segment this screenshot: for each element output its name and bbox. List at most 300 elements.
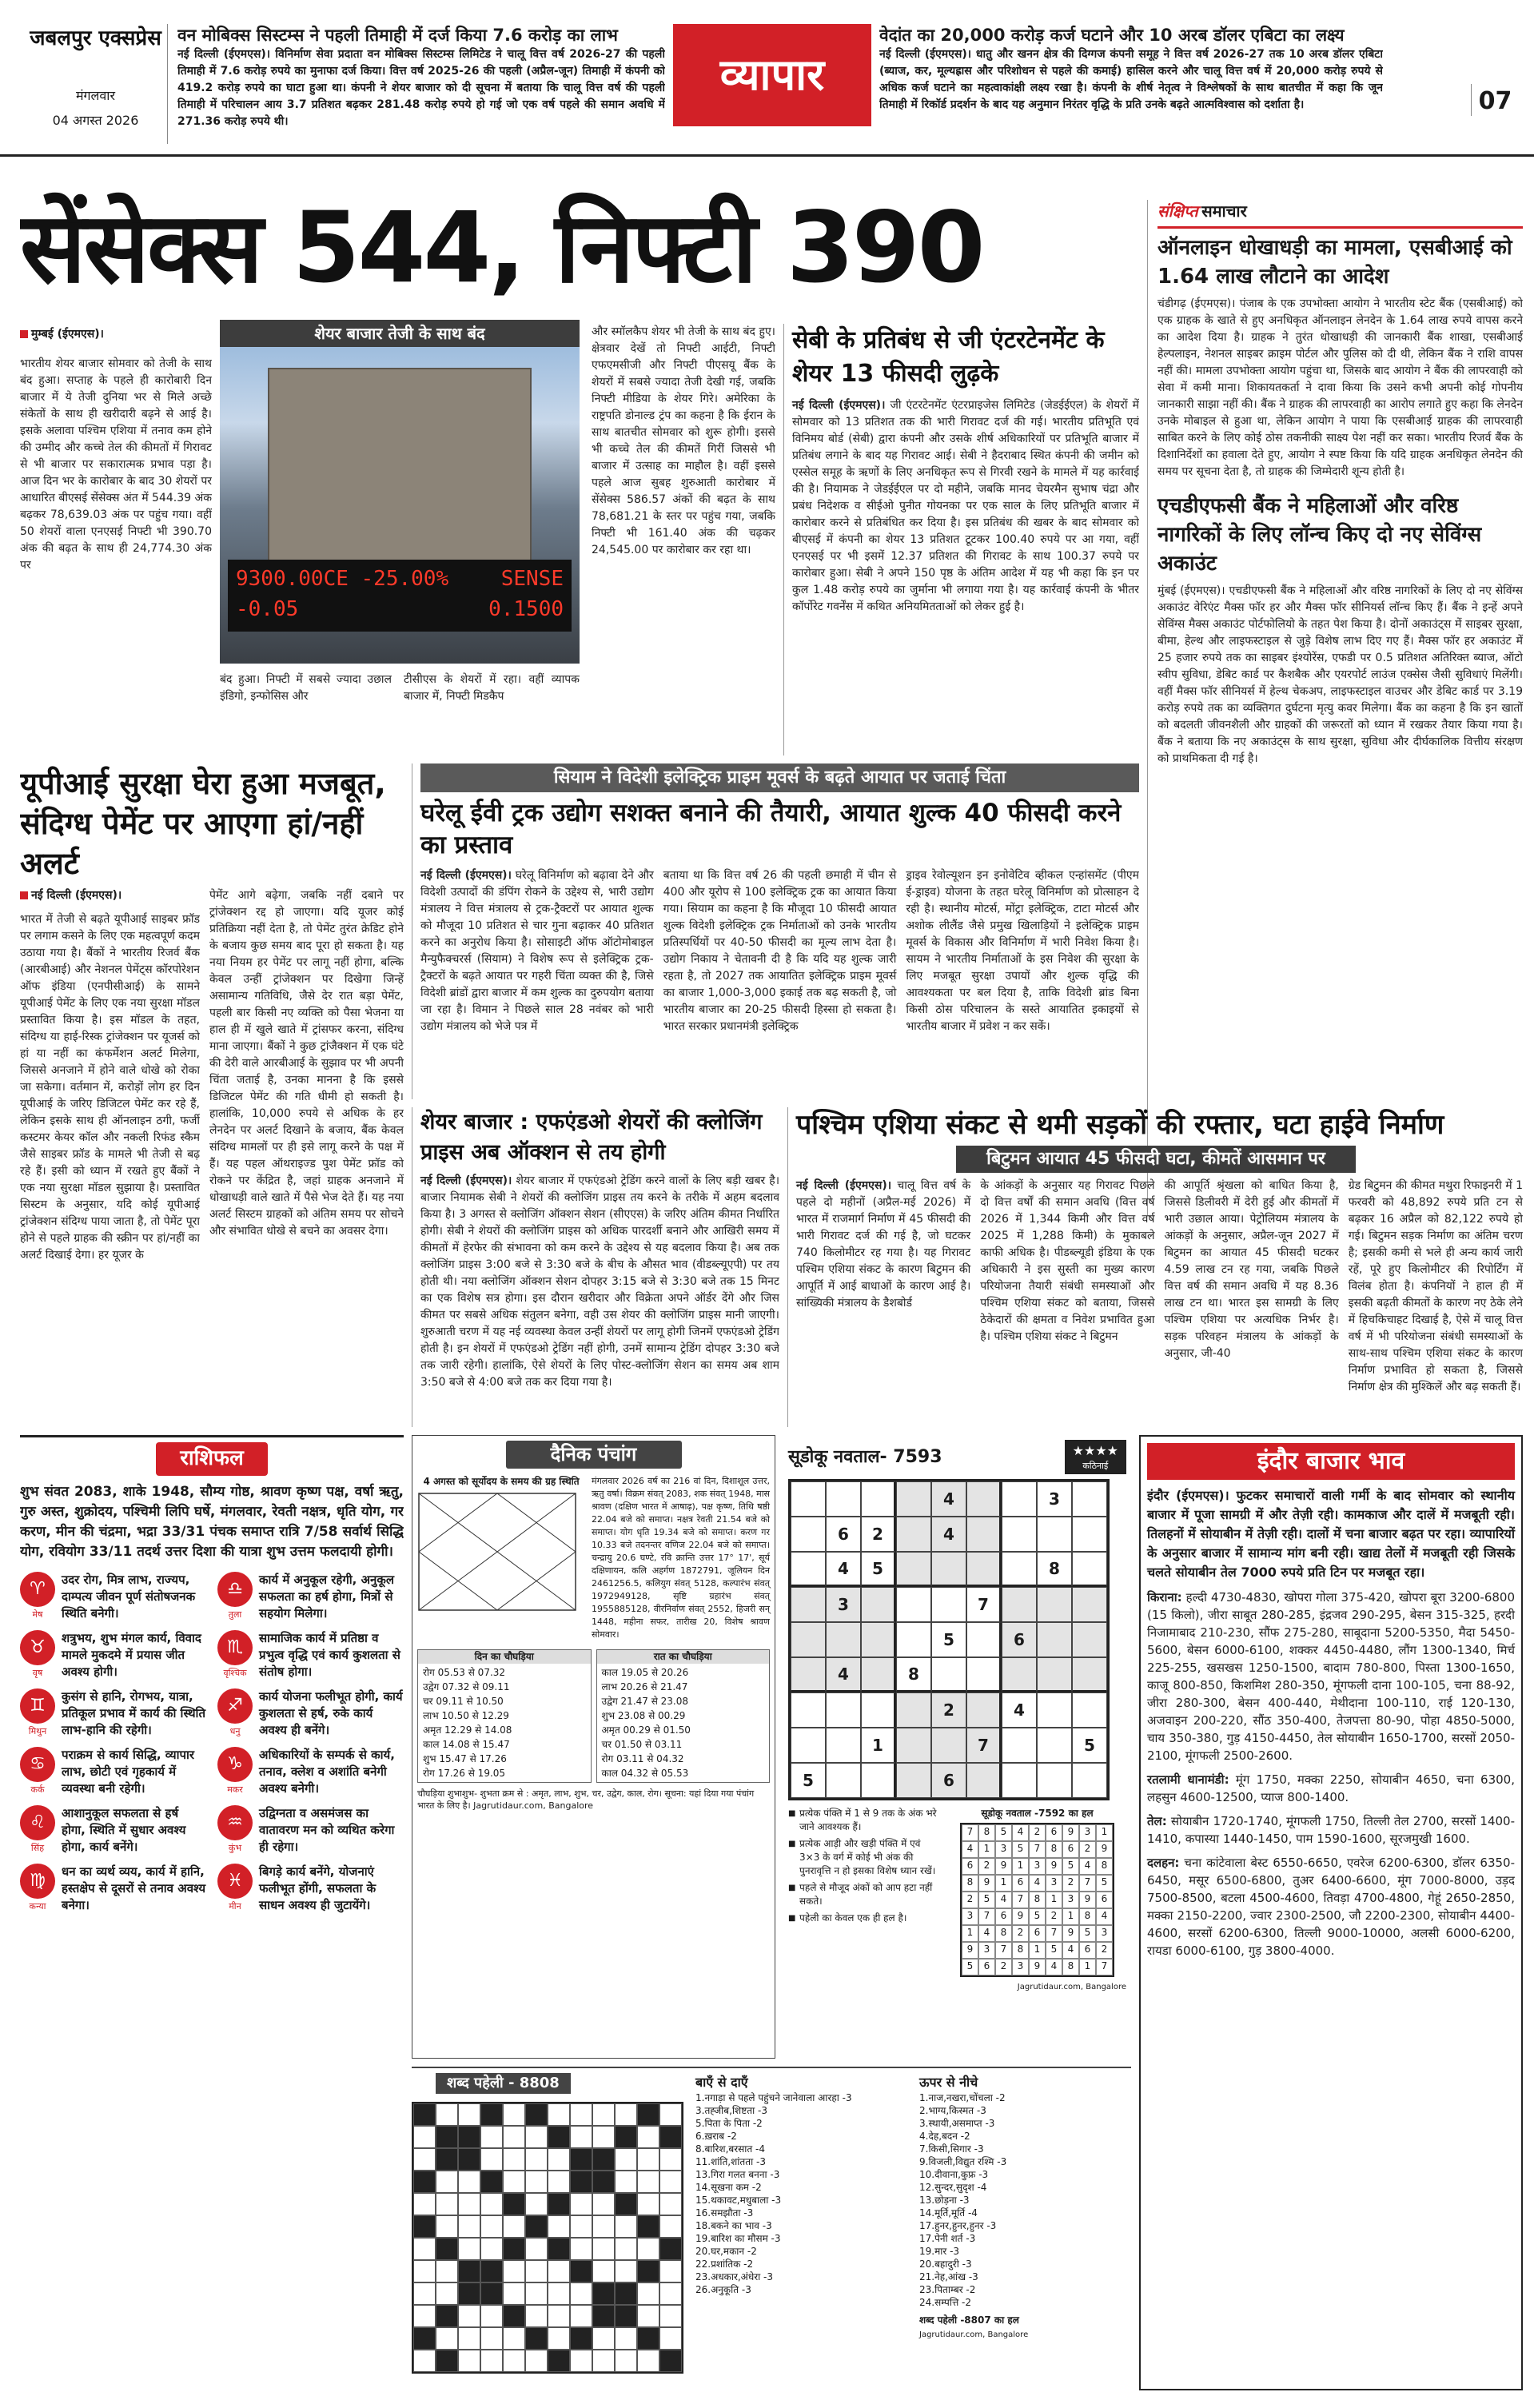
crossword-cell[interactable] (480, 2305, 503, 2327)
sudoku-cell[interactable] (1037, 1728, 1072, 1763)
crossword-cell[interactable] (503, 2103, 525, 2126)
westasia-col2: के आंकड़ों के अनुसार यह गिरावट पिछले दो वित्त वर्षों की समान अवधि (वित्त वर्ष 2026 में 1,344 किमी और वित्त वर्ष 2025 में 1,288 किमी) के मुकाबले काफी अधिक है। पीडब्ल्यूडी इंडिया के एक अधिकारी ने इस सुस्ती का मुख्य कारण परियोजना तैयारी संबंधी समस्याओं और पश्चिम एशिया संकट को बताया, जिससे ठेकेदारों की क्षमता व निवेश प्रभावित हुआ है। पश्चिम एशिया संकट ने बिटुमन (980, 1179, 1155, 1343)
ev-col3: ड्राइव रेवोल्यूशन इन इनोवेटिव व्हीकल एन्हांसमेंट (पीएम ई-ड्राइव) योजना के तहत घरेलू विनिर्माण को प्रोत्साहन दे रही है। स्थानीय मोटर्स, मोंट्रा इलेक्ट्रिक, टाटा मोटर्स और अशोक लीलैंड जैसे प्रमुख खिलाड़ियों ने इलेक्ट्रिक प्राइम मूवर्स के विकास और विनिर्माण में भारी निवेश किया है। सायम ने भारतीय निर्माताओं के इस निवेश की सुरक्षा के लिए मजबूत सुरक्षा उपायों और शुल्क वृद्धि की आवश्यकता पर बल दिया है, ताकि विदेशी ब्रांड बिना किसी ठोस परिचालन के सस्ते आयातित इकाइयों से भारतीय बाजार में प्रवेश न कर सकें। (906, 869, 1139, 1033)
sudoku-cell[interactable] (1072, 1481, 1107, 1517)
sudoku-solution-cell: 5 (978, 1892, 995, 1908)
crossword-clue: 19.मार -3 (919, 2246, 960, 2258)
sudoku-cell[interactable]: 4 (826, 1657, 861, 1692)
crossword-cell[interactable] (413, 2126, 436, 2148)
crossword-cell[interactable] (413, 2305, 436, 2327)
crossword-cell[interactable] (592, 2238, 615, 2260)
sudoku-cell[interactable]: 4 (931, 1481, 966, 1517)
sudoku-solution-cell: 3 (1096, 1925, 1113, 1942)
sudoku-solution-cell: 1 (995, 1875, 1012, 1892)
lead-photo (220, 320, 580, 664)
sudoku-cell[interactable] (1072, 1622, 1107, 1657)
sudoku-solution-cell: 7 (1046, 1925, 1062, 1942)
rashifal-intro: शुभ संवत 2083, शाके 1948, सौम्य गोष्ठ, श्रावण कृष्ण पक्ष, वर्षा ऋतु, गुरु अस्त, शुक्रोदय, पश्चिमी लिपि घर्षे, मंगलवार, रेवती नक्षत्र, धृति योग, गर करण, मीन की चंद्रमा, भद्रा 33/31 पंचक समाप्त रात्रि 7/58 सर्वार्थ सिद्धि योग, रवियोग 33/11 तदर्थ उत्तर दिशा की यात्रा शुभ उत्तम फलदायी होगी। (20, 1483, 404, 1560)
crossword-cell[interactable] (615, 2171, 637, 2193)
crossword-cell[interactable] (570, 2126, 592, 2148)
sudoku-cell[interactable] (791, 1692, 826, 1728)
sudoku-cell[interactable]: 3 (1037, 1481, 1072, 1517)
crossword-cell (637, 2260, 659, 2282)
right-teaser-text: नई दिल्ली (ईएमएस)। धातु और खनन क्षेत्र की दिग्गज कंपनी समूह ने वित्त वर्ष 2026-27 तक 10 अरब डॉलर एबिटा (ब्याज, कर, मूल्यह्रास और परिशोधन से पहले की कमाई) हासिल करने और चालू वित्त वर्ष में 20,000 करोड़ रुपये से अधिक कर्ज घटाने का महत्वाकांक्षी लक्ष्य रखा है। कंपनी के शीर्ष नेतृत्व ने विश्लेषकों के साथ बातचीत में कहा कि जून तिमाही में रिकॉर्ड प्रदर्शन के बाद यह अनुमान निरंतर वृद्धि के प्रति उनके बढ़ते आत्मविश्वास को दर्शाता है। (879, 48, 1383, 111)
sudoku-solution-cell: 1 (978, 1841, 995, 1858)
panchang-footer: चौघड़िया शुभाशुभ- शुभता क्रम से : अमृत, लाभ, शुभ, चर, उद्वेग, काल, रोग। सूचना: यहां दिया गया पंचांग भारत के लिए है। Jagrutidaur.com, Bangalore (417, 1788, 755, 1812)
sudoku-cell[interactable] (931, 1552, 966, 1587)
sebi-body: जी एंटरटेनमेंट एंटरप्राइजेस लिमिटेड (जेडईईएल) के शेयरों में सोमवार को 13 प्रतिशत तक की भारी गिरावट दर्ज की गई। भारतीय प्रतिभूति एवं विनिमय बोर्ड (सेबी) द्वारा कंपनी और उसके शीर्ष अधिकारियों पर प्रतिभूति बाजार में प्रतिबंध लगाने के बाद यह गिरावट आई। सेबी ने हैदराबाद स्थित कंपनी की जमीन को एस्सेल समूह के ऋणों के लिए अनधिकृत रूप से गिरवी रखने के मामले में यह कार्रवाई की है। नियामक ने जेडईईएल पर दो महीने, जबकि मानद चेयरमैन सुभाष चंद्रा और प्रबंध निदेशक व सीईओ पुनीत गोयनका पर एक साल के लिए प्रतिभूति बाजार में कारोबार करने से प्रतिबंधित कर दिया है। इस प्रतिबंध की खबर के बाद सोमवार को बीएसई में कंपनी का शेयर 13 प्रतिशत टूटकर 100.40 रुपये पर आ गया, वहीं एनएसई पर भी इसमें 12.37 प्रतिशत की गिरावट के साथ 100.37 रुपये पर कारोबार हुआ। सेबी ने अपने 150 पृष्ठ के अंतिम आदेश में यह भी कहा कि इन पर कुल 1.48 करोड़ रुपये का जुर्माना भी लगाया गया है। यह कार्रवाई कंपनी के भीतर कॉर्पोरेट गवर्नेंस में कथित अनियमितताओं को लेकर हुई है। (792, 399, 1139, 613)
crossword-cell[interactable] (436, 2193, 458, 2215)
sudoku-cell[interactable]: 6 (826, 1517, 861, 1552)
crossword-cell[interactable] (525, 2126, 548, 2148)
crossword-cell[interactable] (436, 2327, 458, 2350)
sudoku-cell[interactable]: 6 (931, 1763, 966, 1798)
sudoku-cell[interactable]: 4 (1002, 1692, 1037, 1728)
crossword-clue: 1.नाज,नखरा,चोंचला -2 (919, 2092, 1006, 2104)
crossword-cell[interactable] (637, 2193, 659, 2215)
sudoku-cell[interactable] (791, 1657, 826, 1692)
sudoku-cell[interactable]: 4 (931, 1517, 966, 1552)
crossword-cell (592, 2305, 615, 2327)
sudoku-cell[interactable]: 2 (931, 1692, 966, 1728)
rashi-item (217, 1688, 404, 1739)
sudoku-cell[interactable] (791, 1517, 826, 1552)
choghadiya-night-title: रात का चौघड़िया (597, 1650, 770, 1664)
crossword-cell[interactable] (480, 2193, 503, 2215)
crossword-cell (480, 2282, 503, 2305)
brief1-text: चंडीगढ़ (ईएमएस)। पंजाब के एक उपभोक्ता आयोग ने भारतीय स्टेट बैंक (एसबीआई) को एक ग्राहक के खाते से हुए अनधिकृत ऑनलाइन लेनदेन के 1.64 लाख रुपये वापस करने का आदेश दिया है। ग्राहक ने तुरंत धोखाधड़ी की जानकारी बैंक शाखा, एसबीआई हेल्पलाइन, नेशनल साइबर क्राइम पोर्टल और पुलिस को दी थी, लेकिन बैंक ने राशि वापस नहीं की। मामला उपभोक्ता आयोग पहुंचा था, जिसके बाद आयोग ने बैंक की लापरवाही को सेवा में कमी माना। शिकायतकर्ता ने दावा किया कि उसने कभी अपनी कोई गोपनीय जानकारी साझा नहीं की। बैंक ने ग्राहक की लापरवाही का आरोप लगाते हुए कहा कि लेनदेन उनके मोबाइल से हुआ था, लेकिन आयोग ने पाया कि एसबीआई ग्राहक की लापरवाही साबित करने के लिए कोई ठोस तकनीकी साक्ष्य पेश नहीं कर सका। भारतीय रिजर्व बैंक के दिशानिर्देशों का हवाला देते हुए, आयोग ने स्पष्ट किया कि यदि ग्राहक अनधिकृत लेनदेन की समय पर सूचना देता है, तो ग्राहक की जिम्मेदारी शून्य होती है। (1157, 297, 1523, 478)
crossword-cell (503, 2238, 525, 2260)
crossword-cell[interactable] (592, 2193, 615, 2215)
crossword-cell[interactable] (659, 2282, 682, 2305)
crossword-cell (436, 2126, 458, 2148)
crossword-cell[interactable] (548, 2305, 570, 2327)
crossword-clue: 17.पेनी शर्त -3 (919, 2233, 976, 2245)
sudoku-cell[interactable] (896, 1481, 931, 1517)
crossword-panel (412, 2067, 1131, 2390)
sudoku-cell[interactable] (1072, 1763, 1107, 1798)
upi-col2: पेमेंट आगे बढ़ेगा, जबकि नहीं दबाने पर ट्रांजेक्शन रद्द हो जाएगा। यदि यूजर कोई प्रतिक्रिया नहीं देता है, तो पेमेंट तुरंत क्रेडिट होने के बजाय कुछ समय बाद पूरा हो सकता है। यह नया नियम हर पेमेंट पर लागू नहीं होगा, बल्कि केवल उन्हीं ट्रांजेक्शन पर दिखेगा जिन्हें असामान्य गतिविधि, जैसे देर रात बड़ा पेमेंट, पहली बार किसी नए व्यक्ति को पैसा भेजना या हाल ही में खुले खाते में ट्रांसफर करना, संदिग्ध माना जाएगा। बैंकों ने कुछ ट्रांजैक्शन में एक घंटे की देरी वाले आरबीआई के सुझाव पर भी अपनी चिंता जताई है, उनका मानना है कि इससे डिजिटल पेमेंट की गति धीमी हो सकती है। हालांकि, 10,000 रुपये से अधिक के हर लेनदेन पर अलर्ट दिखाने के बजाय, बैंक केवल संदिग्ध मामलों पर ही इसे लागू करने के पक्ष में हैं। यह पहल ऑथराइज्ड पुश पेमेंट फ्रॉड को रोकने पर केंद्रित है, जहां ग्राहक अनजाने में धोखाधड़ी वाले खाते में पैसे भेज देते हैं। यह नया अलर्ट सिस्टम ग्राहकों को अंतिम समय पर सोचने और संभावित धोखे से बचने का अवसर देगा। (209, 889, 404, 1238)
crossword-cell[interactable] (592, 2260, 615, 2282)
crossword-clue: 16.समझौता -3 (695, 2207, 754, 2219)
crossword-cell[interactable] (570, 2350, 592, 2372)
panchang-top (417, 1475, 770, 1641)
crossword-cell[interactable] (548, 2260, 570, 2282)
sudoku-cell[interactable] (966, 1517, 1002, 1552)
sudoku-cell[interactable] (966, 1481, 1002, 1517)
rashifal-title: राशिफल (156, 1442, 267, 1476)
sudoku-cell[interactable] (826, 1728, 861, 1763)
sudoku-cell[interactable]: 5 (1072, 1728, 1107, 1763)
crossword-cell (436, 2238, 458, 2260)
sudoku-solution-cell: 2 (1012, 1925, 1029, 1942)
crossword-cell[interactable] (413, 2238, 436, 2260)
sudoku-cell[interactable] (791, 1622, 826, 1657)
crossword-cell[interactable] (413, 2148, 436, 2171)
sudoku-solution-cell: 3 (1012, 1959, 1029, 1975)
westasia-col4: ग्रेड बिटुमन की कीमत मथुरा रिफाइनरी में 1 फरवरी को 48,892 रुपये प्रति टन से बढ़कर 16 अप्रैल को 82,122 रुपये हो गई। बिटुमन सड़क निर्माण का अंतिम चरण है; इसकी कमी से भले ही अन्य कार्य जारी रहें, पूरे हुए किलोमीटर की रिपोर्टिंग में विलंब होता है। कंपनियों ने हाल ही में इसकी बढ़ती कीमतों के कारण नए ठेके लेने में हिचकिचाहट दिखाई है, ऐसे में चालू वित्त वर्ष में भी परियोजना संबंधी समस्याओं के साथ-साथ पश्चिम एशिया संकट के कारण निर्माण प्रभावित हो सकता है, जिससे निर्माण क्षेत्र की मुश्किलें और बढ़ सकती हैं। (1348, 1179, 1523, 1393)
brief-header (1157, 200, 1523, 229)
crossword-cell[interactable] (458, 2171, 480, 2193)
lead-col2: बंद हुआ। निफ्टी में सबसे ज्यादा उछाल इंडिगो, इन्फोसिस और (220, 673, 392, 703)
crossword-cell[interactable] (615, 2327, 637, 2350)
panchang-header: दैनिक पंचांग (506, 1441, 682, 1469)
sudoku-solution-cell: 7 (1029, 1841, 1046, 1858)
ev-headline: घरेलू ईवी ट्रक उद्योग सशक्त बनाने की तैयारी, आयात शुल्क 40 फीसदी करने का प्रस्ताव (420, 799, 1122, 859)
crossword-cell[interactable] (615, 2350, 637, 2372)
crossword-cell[interactable] (458, 2238, 480, 2260)
sudoku-cell[interactable] (861, 1481, 896, 1517)
sudoku-cell[interactable]: 7 (966, 1728, 1002, 1763)
sudoku-cell[interactable] (1037, 1692, 1072, 1728)
crossword-cell[interactable] (458, 2305, 480, 2327)
rashi-icon-wrap (217, 1864, 253, 1913)
sudoku-cell[interactable] (1002, 1657, 1037, 1692)
sudoku-solution-cell: 4 (1046, 1959, 1062, 1975)
sudoku-solution-cell: 5 (1079, 1925, 1096, 1942)
crossword-clue: 23.अधकार,अंधेरा -3 (695, 2271, 774, 2283)
rashi-name: वृष (32, 1667, 43, 1678)
crossword-cell[interactable] (615, 2215, 637, 2238)
crossword-cell[interactable] (592, 2350, 615, 2372)
crossword-cell[interactable] (503, 2171, 525, 2193)
sudoku-cell[interactable] (896, 1517, 931, 1552)
crossword-cell[interactable] (659, 2215, 682, 2238)
sudoku-rule: ■ प्रत्येक आड़ी और खड़ी पंक्ति में एवं 3×3 के वर्ग में कोई भी अंक की पुनरावृत्ति न हो इसका विशेष ध्यान रखें। (788, 1838, 936, 1877)
rashi-item (20, 1864, 206, 1914)
sudoku-credit: Jagrutidaur.com, Bangalore (1017, 1982, 1126, 1991)
sudoku-cell[interactable] (966, 1692, 1002, 1728)
crossword-cell[interactable] (436, 2171, 458, 2193)
westasia-col3: की आपूर्ति श्रृंखला को बाधित किया है, जिससे डिलीवरी में देरी हुई और कीमतों में भारी उछाल आया। पेट्रोलियम मंत्रालय के आंकड़ों के अनुसार, अप्रैल-जून 2027 में बिटुमन का आयात 45 फीसदी घटकर 4.59 लाख टन रह गया, जबकि पिछले वित्त वर्ष की समान अवधि में यह 8.36 लाख टन था। भारत इस सामग्री के लिए पश्चिम एशिया पर अत्यधिक निर्भर है। सड़क परिवहन मंत्रालय के आंकड़ों के अनुसार, जी-40 (1164, 1179, 1339, 1360)
crossword-clue: 12.सुन्दर,सुदृश -4 (919, 2182, 987, 2194)
sudoku-solution-cell: 8 (1062, 1959, 1079, 1975)
sudoku-cell[interactable] (861, 1692, 896, 1728)
sudoku-cell[interactable]: 1 (861, 1728, 896, 1763)
crossword-clue: 22.प्रशांतिक -2 (695, 2258, 754, 2270)
sudoku-cell[interactable] (791, 1728, 826, 1763)
sudoku-level-label: कठिनाई (1082, 1461, 1109, 1472)
crossword-cell[interactable] (525, 2238, 548, 2260)
upi-headline: यूपीआई सुरक्षा घेरा हुआ मजबूत, संदिग्ध पेमेंट पर आएगा हां/नहीं अलर्ट (20, 766, 386, 881)
sebi-text (792, 397, 1139, 616)
sudoku-solution-cell: 6 (1062, 1841, 1079, 1858)
paper-name: जबलपुर एक्सप्रेस (30, 26, 161, 50)
crossword-cell[interactable] (413, 2282, 436, 2305)
sudoku-solution-cell: 4 (1079, 1858, 1096, 1875)
lead-col3: टीसीएस के शेयरों में रहा। वहीं व्यापक बाजार में, निफ्टी मिडकैप (404, 673, 580, 703)
sudoku-cell[interactable] (1072, 1692, 1107, 1728)
sudoku-cell[interactable] (826, 1692, 861, 1728)
sudoku-cell[interactable] (896, 1728, 931, 1763)
sudoku-cell[interactable] (896, 1587, 931, 1622)
sudoku-cell[interactable]: 6 (1002, 1622, 1037, 1657)
sudoku-solution-title: सूडोकू नवताल -7592 का हल (981, 1808, 1094, 1820)
crossword-clue: 7.किसी,सिगार -3 (919, 2143, 984, 2155)
crossword-cell[interactable] (436, 2282, 458, 2305)
rashi-name: सिंह (30, 1842, 45, 1853)
crossword-cell[interactable] (503, 2215, 525, 2238)
masthead-day: मंगलवार (75, 87, 115, 103)
crossword-cell[interactable] (637, 2282, 659, 2305)
crossword-cell[interactable] (413, 2193, 436, 2215)
sebi-story (783, 324, 1139, 755)
crossword-cell (615, 2305, 637, 2327)
crossword-cell[interactable] (458, 2193, 480, 2215)
sudoku-cell[interactable]: 8 (1037, 1552, 1072, 1587)
crossword-clue: 8.बारिश,बरसात -4 (695, 2143, 765, 2155)
rashi-item (20, 1747, 206, 1797)
sudoku-cell[interactable] (896, 1552, 931, 1587)
sudoku-cell[interactable] (966, 1657, 1002, 1692)
sudoku-cell[interactable] (1037, 1763, 1072, 1798)
crossword-cell[interactable] (480, 2126, 503, 2148)
crossword-clue: 3.तह्जीब,शिष्टता -3 (695, 2105, 767, 2117)
sudoku-cell[interactable] (1002, 1763, 1037, 1798)
down-list (919, 2091, 1129, 2309)
crossword-cell[interactable] (503, 2126, 525, 2148)
crossword-cell[interactable] (525, 2260, 548, 2282)
crossword-cell[interactable] (503, 2260, 525, 2282)
sudoku-cell[interactable] (791, 1552, 826, 1587)
choghadiya (417, 1649, 770, 1783)
sudoku-cell[interactable] (931, 1657, 966, 1692)
rashi-name: कन्या (29, 1900, 46, 1912)
westasia-columns (796, 1178, 1523, 1396)
crossword-cell[interactable] (480, 2215, 503, 2238)
zodiac-icon: ♎ (217, 1572, 253, 1607)
rashi-text: धन का व्यर्थ व्यय, कार्य में हानि, हस्तक्षेप से दूसरों से तनाव अवश्य बनेगा। (62, 1864, 206, 1912)
sudoku-solution-cell: 1 (1079, 1959, 1096, 1975)
sudoku-cell[interactable] (1002, 1728, 1037, 1763)
sudoku-cell[interactable] (966, 1552, 1002, 1587)
sudoku-solution-cell: 6 (1029, 1925, 1046, 1942)
crossword-cell[interactable] (637, 2148, 659, 2171)
sudoku-cell[interactable] (1037, 1517, 1072, 1552)
sudoku-header-row (788, 1440, 1126, 1474)
crossword-cell[interactable] (503, 2350, 525, 2372)
sudoku-cell[interactable] (896, 1622, 931, 1657)
crossword-clue: 13.छोड़ना -3 (919, 2195, 970, 2207)
crossword-cell[interactable] (436, 2215, 458, 2238)
rashi-item (217, 1747, 404, 1797)
crossword-cell (525, 2103, 548, 2126)
crossword-cell[interactable] (615, 2148, 637, 2171)
crossword-clue: 15.थकावट,मधुबाला -3 (695, 2195, 782, 2207)
sudoku-cell[interactable]: 3 (826, 1587, 861, 1622)
sudoku-cell[interactable] (931, 1587, 966, 1622)
rashi-icon-wrap (20, 1747, 55, 1796)
zodiac-icon: ♐ (217, 1688, 253, 1724)
crossword-cell[interactable] (480, 2327, 503, 2350)
sudoku-cell[interactable]: 8 (896, 1657, 931, 1692)
sudoku-solution-cell: 1 (1096, 1824, 1113, 1841)
crossword-cell (503, 2305, 525, 2327)
crossword-cell[interactable] (503, 2327, 525, 2350)
rashi-icon-wrap (217, 1630, 253, 1680)
crossword-cell[interactable] (637, 2126, 659, 2148)
rashi-icon-wrap (217, 1572, 253, 1621)
sudoku-cell[interactable] (966, 1622, 1002, 1657)
crossword-clue: 21.नेह,आंख -3 (919, 2271, 978, 2283)
sudoku-solution-cell: 7 (1079, 1875, 1096, 1892)
crossword-cell[interactable] (659, 2193, 682, 2215)
sudoku-solution-cell: 9 (978, 1875, 995, 1892)
sudoku-cell[interactable]: 5 (791, 1763, 826, 1798)
sudoku-cell[interactable] (826, 1481, 861, 1517)
crossword-cell[interactable] (592, 2215, 615, 2238)
sudoku-cell[interactable] (1072, 1552, 1107, 1587)
sudoku-cell[interactable] (1002, 1517, 1037, 1552)
crossword-cell[interactable] (525, 2171, 548, 2193)
sudoku-cell[interactable] (826, 1763, 861, 1798)
crossword-cell[interactable] (458, 2215, 480, 2238)
sudoku-cell[interactable]: 2 (861, 1517, 896, 1552)
crossword-cell[interactable] (659, 2171, 682, 2193)
sudoku-cell[interactable] (931, 1728, 966, 1763)
crossword-cell[interactable] (659, 2260, 682, 2282)
sudoku-solution-cell: 6 (1046, 1824, 1062, 1841)
rashi-name: वृश्चिक (223, 1667, 247, 1678)
crossword-cell[interactable] (458, 2327, 480, 2350)
crossword-cell[interactable] (548, 2103, 570, 2126)
crossword-cell[interactable] (659, 2148, 682, 2171)
crossword-cell[interactable] (548, 2171, 570, 2193)
rashi-grid (20, 1572, 404, 1914)
crossword-cell[interactable] (615, 2260, 637, 2282)
crossword-cell[interactable] (436, 2260, 458, 2282)
sudoku-solution-cell: 4 (1062, 1942, 1079, 1959)
sudoku-cell[interactable] (1037, 1622, 1072, 1657)
crossword-cell[interactable] (548, 2148, 570, 2171)
sudoku-cell[interactable] (1072, 1657, 1107, 1692)
crossword-cell[interactable] (570, 2193, 592, 2215)
zodiac-icon: ♓ (217, 1864, 253, 1899)
sudoku-solution-cell: 7 (1096, 1959, 1113, 1975)
sudoku-cell[interactable] (1072, 1517, 1107, 1552)
crossword-cell[interactable] (637, 2238, 659, 2260)
crossword-cell[interactable] (548, 2282, 570, 2305)
crossword-cell (615, 2193, 637, 2215)
crossword-cell[interactable] (413, 2350, 436, 2372)
crossword-cell[interactable] (525, 2350, 548, 2372)
sudoku-cell[interactable] (791, 1481, 826, 1517)
sudoku-cell[interactable] (1002, 1587, 1037, 1622)
choghadiya-row: अमृत 12.29 से 14.08 (423, 1724, 512, 1736)
sudoku-cell[interactable]: 5 (931, 1622, 966, 1657)
panchang-left (417, 1475, 585, 1641)
crossword-cell[interactable] (637, 2171, 659, 2193)
sudoku-solution-cell: 4 (978, 1925, 995, 1942)
sudoku-cell[interactable] (861, 1622, 896, 1657)
sudoku-title: सूडोकू नवताल- 7593 (788, 1446, 942, 1467)
crossword-cell[interactable] (637, 2305, 659, 2327)
crossword-cell (503, 2193, 525, 2215)
rashi-text: उद्विग्नता व असमंजस का वातावरण मन को व्यथित करेगा ही रहेगा। (259, 1805, 395, 1854)
crossword-cell[interactable] (458, 2103, 480, 2126)
sudoku-cell[interactable]: 4 (826, 1552, 861, 1587)
sudoku-cell[interactable] (1072, 1587, 1107, 1622)
ticker-left: 9300.00CE -25.00% (236, 567, 449, 591)
sudoku-solution-cell: 2 (1079, 1841, 1096, 1858)
crossword-cell[interactable] (592, 2327, 615, 2350)
crossword-cell[interactable] (413, 2260, 436, 2282)
crossword-cell[interactable] (503, 2148, 525, 2171)
sudoku-solution-cell: 4 (995, 1892, 1012, 1908)
sudoku-cell[interactable]: 7 (966, 1587, 1002, 1622)
sudoku-cell[interactable] (1002, 1481, 1037, 1517)
sudoku-cell[interactable] (896, 1763, 931, 1798)
crossword-cell[interactable] (592, 2126, 615, 2148)
crossword-cell[interactable] (458, 2350, 480, 2372)
sudoku-cell[interactable]: 5 (861, 1552, 896, 1587)
sudoku-cell[interactable] (1037, 1657, 1072, 1692)
sudoku-cell[interactable] (896, 1692, 931, 1728)
sudoku-cell[interactable] (1002, 1552, 1037, 1587)
crossword-cell (615, 2282, 637, 2305)
crossword-cell[interactable] (659, 2103, 682, 2126)
crossword-clue: 23.पिताम्बर -2 (919, 2284, 976, 2296)
rashi-name: धनु (229, 1725, 241, 1736)
crossword-cell[interactable] (570, 2282, 592, 2305)
crossword-cell[interactable] (548, 2215, 570, 2238)
sebi-headline: सेबी के प्रतिबंध से जी एंटरटेनमेंट के शेयर 13 फीसदी लुढ़के (792, 326, 1105, 388)
crossword-cell[interactable] (659, 2305, 682, 2327)
sudoku-cell[interactable] (861, 1763, 896, 1798)
crossword-cell[interactable] (525, 2282, 548, 2305)
sudoku-cell[interactable] (791, 1587, 826, 1622)
crossword-cell[interactable] (436, 2103, 458, 2126)
sudoku-cell[interactable] (966, 1763, 1002, 1798)
crossword-cell[interactable] (480, 2350, 503, 2372)
sudoku-cell[interactable] (861, 1587, 896, 1622)
sudoku-cell[interactable] (826, 1622, 861, 1657)
crossword-cell[interactable] (659, 2327, 682, 2350)
fno-story (412, 1107, 779, 1427)
crossword-cell[interactable] (525, 2148, 548, 2171)
crossword-cell[interactable] (525, 2193, 548, 2215)
crossword-cell[interactable] (570, 2215, 592, 2238)
rashi-icon-wrap (20, 1630, 55, 1680)
indore-header: इंदौर बाजार भाव (1147, 1443, 1515, 1480)
brief-header-title: संक्षिप्त (1157, 201, 1198, 221)
crossword-cell[interactable] (503, 2282, 525, 2305)
crossword-cell[interactable] (480, 2238, 503, 2260)
ev-columns (420, 867, 1139, 1035)
crossword-cell[interactable] (570, 2238, 592, 2260)
crossword-cell[interactable] (525, 2305, 548, 2327)
indore-kirana: किराना: हल्दी 4730-4830, खोपरा गोला 375-420, खोपरा बूरा 3200-6800 (15 किलो), जीरा साबूत 280-285, इंद्रजव 290-295, बेसन 315-325, हरदी निजामाबाद 210-230, सौंफ 275-280, साबूदाना 5200-5350, मैदा 5450-5600, बेसन 6000-6100, शक्कर 4450-4480, लौंग 1300-1340, मिर्च 225-255, खसखस 1250-1500, बादाम 780-800, पिस्ता 1300-1650, काजू 800-850, किशमिश 280-350, मूंगफली दाना 100-105, चना 88-92, जीरा 280-300, बेसन 400-440, मेथीदाना 100-110, राई 120-130, अजवाइन 200-220, सौंठ 350-400, तेजपत्ता 80-90, पोहा 4850-5000, चाय 350-380, गुड़ 4150-4450, तेल सोयाबीन 1650-1700, सरसों 2050-2100, मूंगफली 2500-2600. (1147, 1590, 1515, 1763)
crossword-cell[interactable] (570, 2305, 592, 2327)
rashi-name: मकर (227, 1784, 243, 1795)
crossword-cell[interactable] (480, 2148, 503, 2171)
paper-name-box (24, 24, 168, 144)
crossword-cell[interactable] (637, 2350, 659, 2372)
crossword-cell (436, 2148, 458, 2171)
sudoku-cell[interactable] (861, 1657, 896, 1692)
crossword-cell[interactable] (615, 2238, 637, 2260)
crossword-cell[interactable] (615, 2103, 637, 2126)
crossword-cell[interactable] (548, 2327, 570, 2350)
indore-telahan: तेल: सोयाबीन 1720-1740, मूंगफली 1750, तिल्ली तेल 2700, सरसों 1400-1410, कपास्या 1440-1450, पाम 1590-1600, सूरजमुखी 1600. (1147, 1814, 1515, 1846)
sudoku-solution-cell: 6 (1096, 1892, 1113, 1908)
crossword-clue: 10.दीवाना,कुफ्र -3 (919, 2169, 989, 2181)
crossword-cell[interactable] (592, 2103, 615, 2126)
crossword-cell[interactable] (570, 2103, 592, 2126)
crossword-clue: 17.हुनर,हुनर,हुनर -3 (919, 2220, 997, 2232)
sudoku-cell[interactable] (1037, 1587, 1072, 1622)
rashi-text: कार्य योजना फलीभूत होगी, कार्य कुशलता से हर्ष, रुके कार्य अवश्य ही बनेंगे। (259, 1688, 403, 1737)
